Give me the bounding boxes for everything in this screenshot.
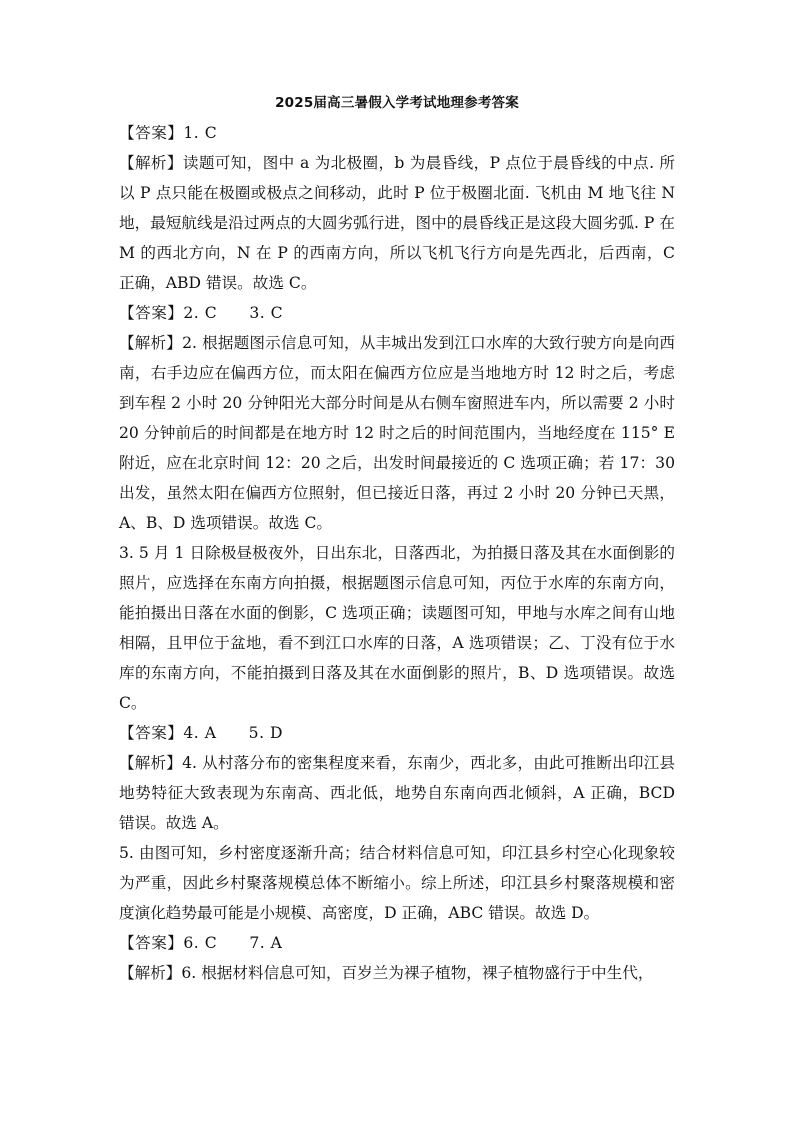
- analysis-paragraph: 【解析】6. 根据材料信息可知，百岁兰为裸子植物，裸子植物盛行于中生代，: [119, 964, 654, 982]
- analysis-paragraph: 【解析】2. 根据题图示信息可知，从丰城出发到江口水库的大致行驶方向是向西南，右手边应在偏西方位，而太阳在偏西方位应是当地地方时 12 时之后，考虑到车程 2 小时 20 分钟阳光大部分时间是从右侧车窗照进车内，所以需要 2 小时 20 分钟前后的时间都是在地方时 12 时之后的时间范围内，当地经度在 115° E 附近，应在北京时间 12：20 之后，出发时间最接近的 C 选项正确；若 17：30 出发，虽然太阳在偏西方位照射，但已接近日落，再过 2 小时 20 分钟已天黑，A、B、D 选项错误。故选 C。: [119, 334, 675, 532]
- answer-line: 【答案】6. C 7. A: [119, 934, 283, 952]
- answer-line: 【答案】2. C 3. C: [119, 304, 284, 322]
- analysis-paragraph: 5. 由图可知，乡村密度逐渐升高；结合材料信息可知，印江县乡村空心化现象较为严重，因此乡村聚落规模总体不断缩小。综上所述，印江县乡村聚落规模和密度演化趋势最可能是小规模、高密度，D 正确，ABC 错误。故选 D。: [119, 844, 675, 922]
- answer-line: 【答案】4. A 5. D: [119, 724, 283, 742]
- analysis-paragraph: 【解析】读题可知，图中 a 为北极圈，b 为晨昏线，P 点位于晨昏线的中点. 所以 P 点只能在极圈或极点之间移动，此时 P 位于极圈北面. 飞机由 M 地飞往 N 地，最短航线是沿过两点的大圆劣弧行进，图中的晨昏线正是这段大圆劣弧. P 在 M 的西北方向，N 在 P 的西南方向，所以飞机飞行方向是先西北，后西南，C 正确，ABD 错误。故选 C。: [119, 154, 675, 292]
- document-body: [119, 118, 675, 988]
- document-title: 2025届高三暑假入学考试地理参考答案: [275, 95, 519, 111]
- analysis-paragraph: 【解析】4. 从村落分布的密集程度来看，东南少，西北多，由此可推断出印江县地势特征大致表现为东南高、西北低，地势自东南向西北倾斜，A 正确，BCD 错误。故选 A。: [119, 754, 675, 832]
- answer-line: 【答案】1. C: [119, 124, 218, 142]
- analysis-paragraph: 3. 5 月 1 日除极昼极夜外，日出东北，日落西北，为拍摄日落及其在水面倒影的照片，应选择在东南方向拍摄，根据题图示信息可知，丙位于水库的东南方向，能拍摄出日落在水面的倒影，C 选项正确；读题图可知，甲地与水库之间有山地相隔，且甲位于盆地，看不到江口水库的日落，A 选项错误；乙、丁没有位于水库的东南方向，不能拍摄到日落及其在水面倒影的照片，B、D 选项错误。故选 C。: [119, 544, 675, 712]
